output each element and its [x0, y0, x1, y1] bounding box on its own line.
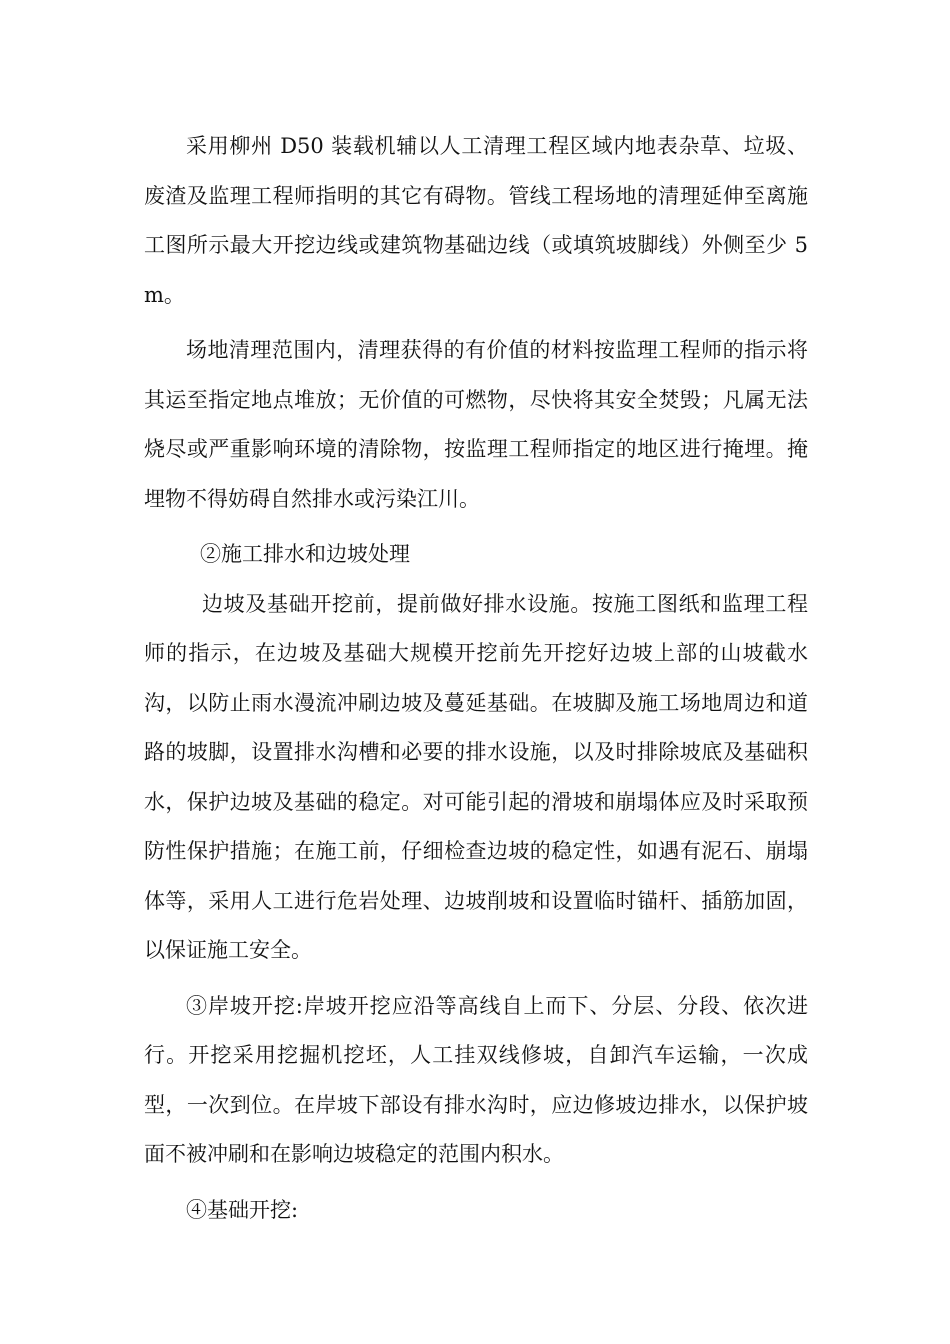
paragraph-site-clearing: 采用柳州 D50 装载机辅以人工清理工程区域内地表杂草、垃圾、废渣及监理工程师指明的其它有碍物。管线工程场地的清理延伸至离施工图所示最大开挖边线或建筑物基础边线（或填筑坡脚线）外侧至少 5m。	[144, 134, 808, 307]
paragraph-drainage-slope: 边坡及基础开挖前，提前做好排水设施。按施工图纸和监理工程师的指示，在边坡及基础大规模开挖前先开挖好边坡上部的山坡截水沟，以防止雨水漫流冲刷边坡及蔓延基础。在坡脚及施工场地周边和道路的坡脚，设置排水沟槽和必要的排水设施，以及时排除坡底及基础积水，保护边坡及基础的稳定。对可能引起的滑坡和崩塌体应及时采取预防性保护措施；在施工前，仔细检查边坡的稳定性，如遇有泥石、崩塌体等，采用人工进行危岩处理、边坡削坡和设置临时锚杆、插筋加固，以保证施工安全。	[144, 591, 808, 962]
section-heading-foundation-excavation: ④基础开挖:	[186, 1197, 299, 1222]
paragraph-clearing-disposal: 场地清理范围内，清理获得的有价值的材料按监理工程师的指示将其运至指定地点堆放；无价值的可燃物，尽快将其安全焚毁；凡属无法烧尽或严重影响环境的清除物，按监理工程师指定的地区进行掩埋。掩埋物不得妨碍自然排水或污染江川。	[144, 338, 808, 511]
paragraph-bank-excavation: ③岸坡开挖:岸坡开挖应沿等高线自上而下、分层、分段、依次进行。开挖采用挖掘机挖坯，人工挂双线修坡，自卸汽车运输，一次成型，一次到位。在岸坡下部设有排水沟时，应边修坡边排水，以保护坡面不被冲刷和在影响边坡稳定的范围内积水。	[144, 993, 808, 1166]
document-body	[144, 122, 808, 1235]
section-heading-drainage-slope: ②施工排水和边坡处理	[200, 542, 410, 566]
